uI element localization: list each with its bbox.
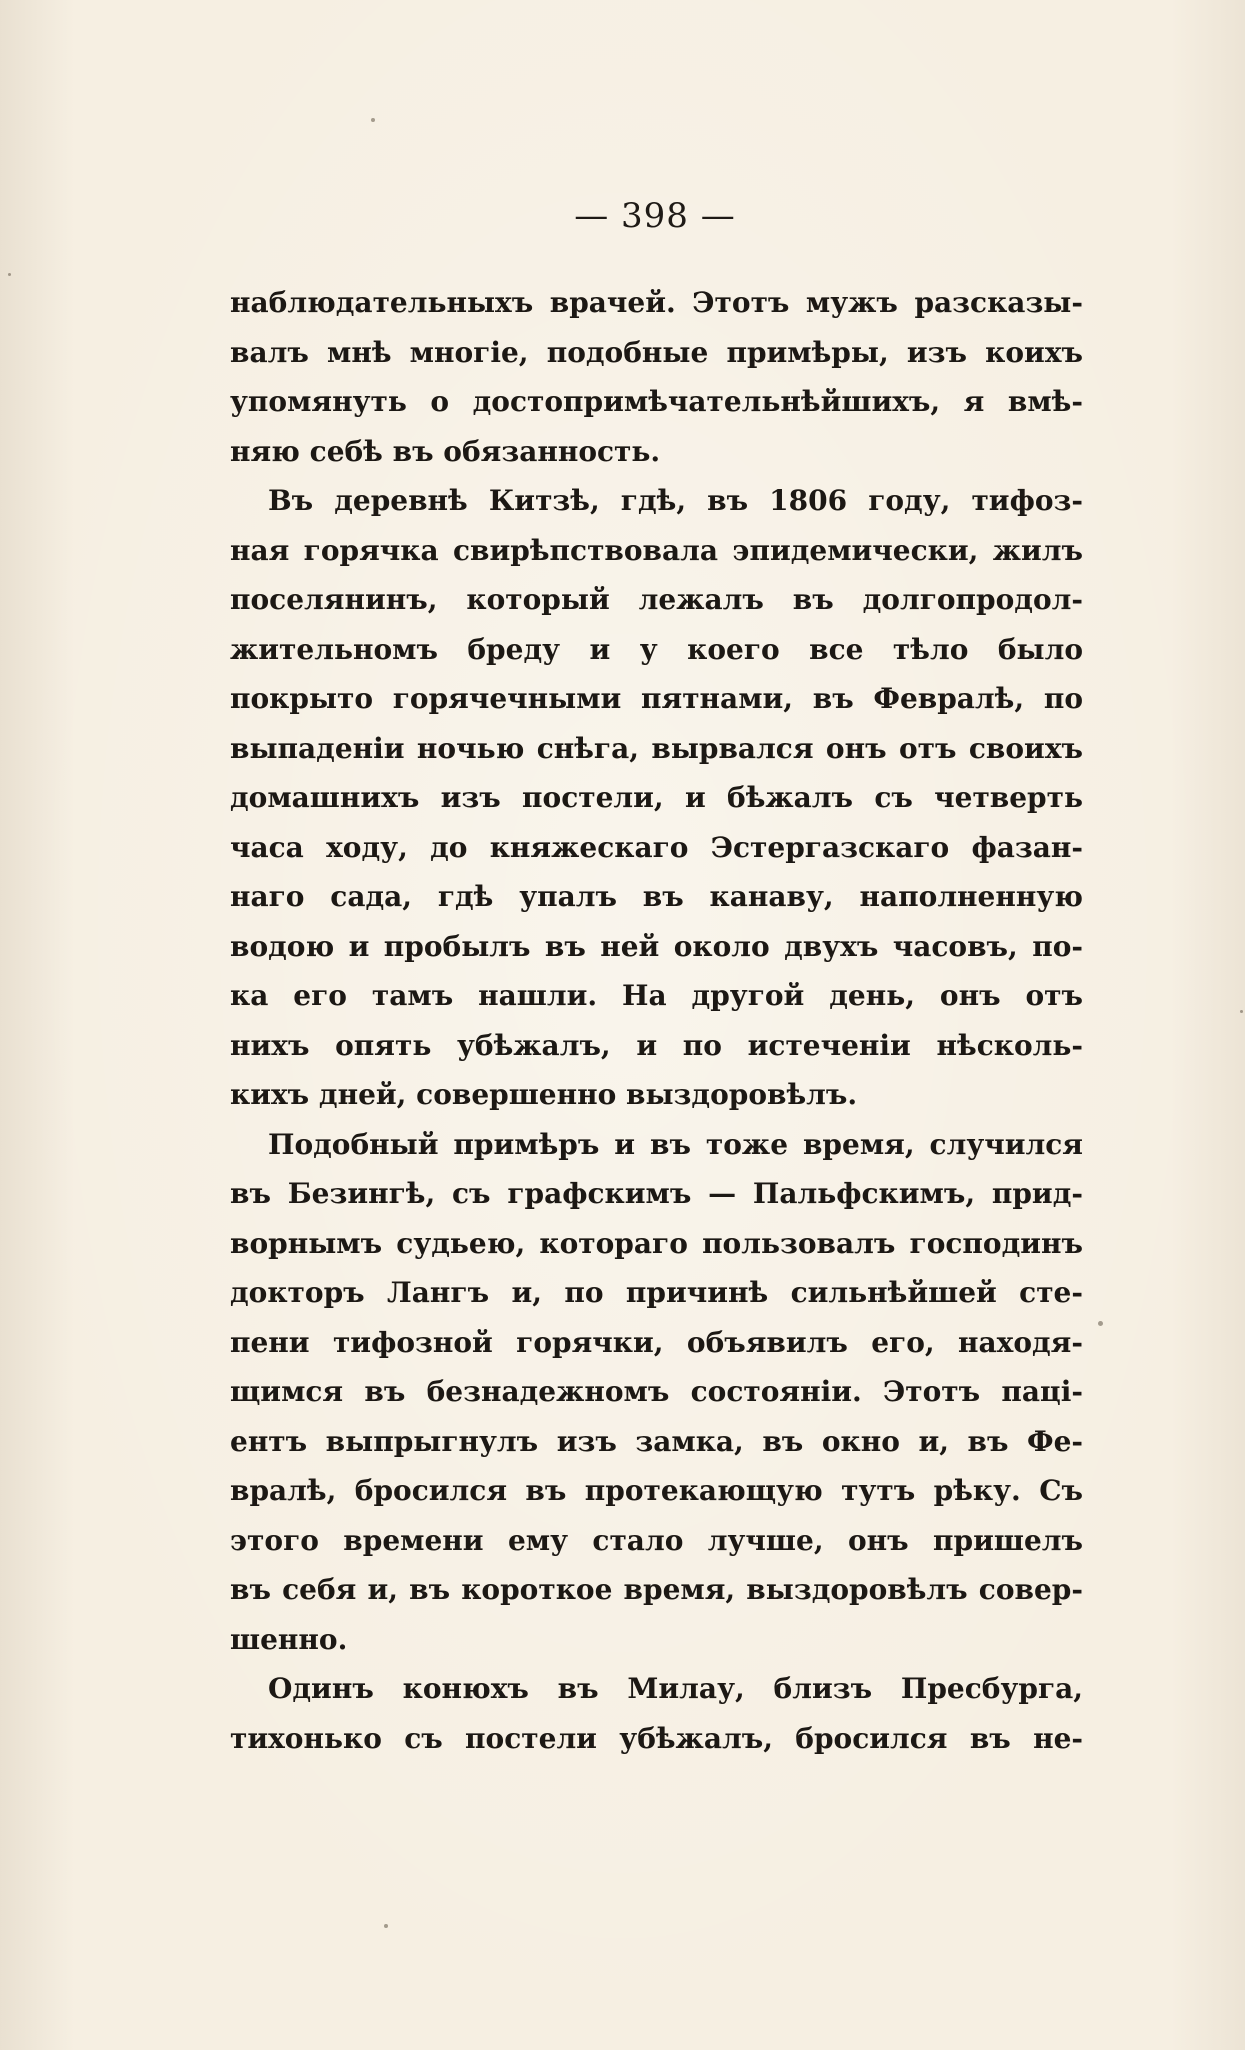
text-line: водою и пробылъ въ ней около двухъ часовъ, по-	[230, 929, 1083, 963]
text-line: Одинъ конюхъ въ Милау, близъ Пресбурга,	[268, 1672, 1083, 1705]
text-line: домашнихъ изъ постели, и бѣжалъ съ четверть	[230, 781, 1083, 814]
text-line: поселянинъ, который лежалъ въ долгопродол-	[230, 583, 1083, 616]
text-line: наблюдательныхъ врачей. Этотъ мужъ разсказы-	[230, 286, 1083, 319]
text-line: покрыто горячечными пятнами, въ Февралѣ, по	[230, 682, 1083, 715]
text-line: вралѣ, бросился въ протекающую тутъ рѣку. Съ	[230, 1474, 1083, 1507]
text-line: въ себя и, въ короткое время, выздоровѣлъ совер-	[230, 1573, 1083, 1606]
text-line: наго сада, гдѣ упалъ въ канаву, наполненную	[230, 880, 1083, 913]
page-number: — 398 —	[574, 196, 736, 236]
text-line: шенно.	[230, 1622, 348, 1656]
text-line: выпаденіи ночью снѣга, вырвался онъ отъ своихъ	[230, 731, 1083, 765]
text-line: часа ходу, до княжескаго Эстергазскаго фазан-	[230, 830, 1083, 864]
text-line: докторъ Лангъ и, по причинѣ сильнѣйшей сте-	[230, 1276, 1083, 1309]
paper-speck	[384, 1924, 388, 1928]
text-line: пени тифозной горячки, объявилъ его, находя-	[230, 1325, 1083, 1359]
paper-speck	[1240, 1010, 1243, 1013]
body-text	[230, 278, 1083, 1763]
text-line: ная горячка свирѣпствовала эпидемически, жилъ	[230, 533, 1083, 567]
text-line: ворнымъ судьею, котораго пользовалъ господинъ	[230, 1226, 1083, 1260]
text-line: жительномъ бреду и у коего все тѣло было	[230, 632, 1083, 666]
text-line: ка его тамъ нашли. На другой день, онъ отъ	[230, 979, 1083, 1012]
paper-speck	[371, 118, 375, 122]
paper-speck	[8, 273, 11, 276]
text-line: въ Безингѣ, съ графскимъ — Пальфскимъ, прид-	[230, 1177, 1083, 1210]
text-line: Подобный примѣръ и въ тоже время, случился	[268, 1127, 1083, 1161]
paper-speck	[1098, 1321, 1103, 1326]
text-line: кихъ дней, совершенно выздоровѣлъ.	[230, 1078, 858, 1111]
text-line: этого времени ему стало лучше, онъ пришелъ	[230, 1523, 1083, 1557]
text-line: щимся въ безнадежномъ состояніи. Этотъ паці-	[230, 1375, 1083, 1408]
text-line: тихонько съ постели убѣжалъ, бросился въ не-	[230, 1721, 1083, 1755]
text-line: няю себѣ въ обязанность.	[230, 434, 661, 468]
text-line: ентъ выпрыгнулъ изъ замка, въ окно и, въ Фе-	[230, 1424, 1083, 1458]
text-line: нихъ опять убѣжалъ, и по истеченіи нѣсколь-	[230, 1028, 1083, 1062]
text-line: упомянуть о достопримѣчательнѣйшихъ, я вмѣ-	[230, 385, 1083, 418]
text-line: Въ деревнѣ Китзѣ, гдѣ, въ 1806 году, тифоз-	[268, 484, 1083, 517]
text-line: валъ мнѣ многіе, подобные примѣры, изъ коихъ	[230, 335, 1083, 369]
